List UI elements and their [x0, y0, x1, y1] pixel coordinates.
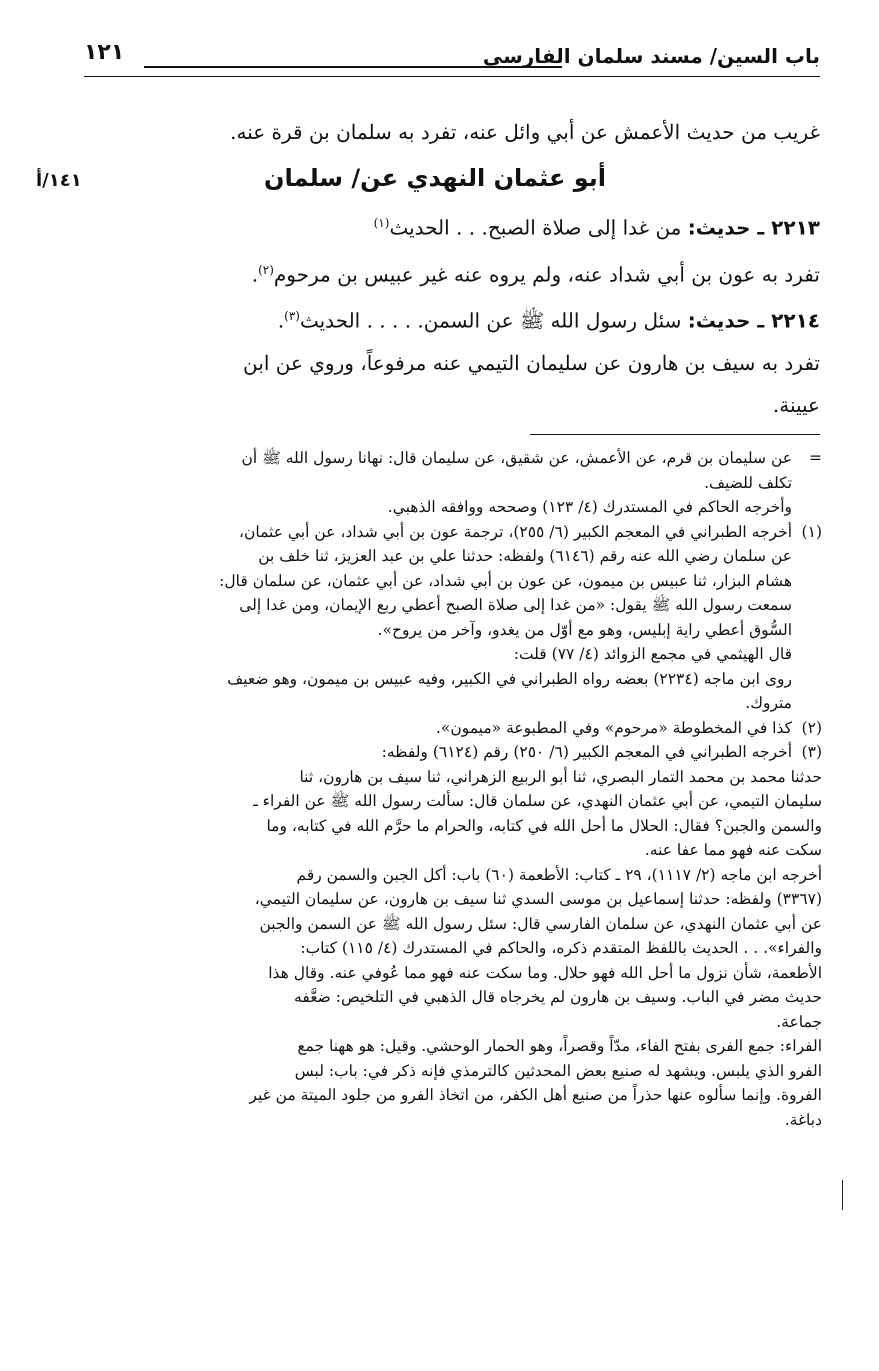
footnote-line: الفرو الذي يلبس. ويشهد له صنيع بعض المحدثين كالترمذي فإنه ذكر في: باب: لبس	[294, 1061, 822, 1080]
footnote-line: روى ابن ماجه (٢٢٣٤) بعضه رواه الطبراني في الكبير، وفيه عبيس بن ميمون، وهو ضعيف	[227, 669, 792, 688]
manuscript-folio-ref: ١٤١/أ	[36, 170, 82, 191]
footnote-line: حدثنا محمد بن محمد التمار البصري، ثنا أبو الربيع الزهراني، ثنا سيف بن هارون، ثنا	[299, 767, 822, 786]
footnote-line: سليمان التيمي، عن أبي عثمان النهدي، عن سلمان قال: سألت رسول الله ﷺ عن الفراء ـ	[253, 792, 822, 810]
footnote-1	[86, 520, 822, 545]
footnote-marker: (٣)	[801, 743, 822, 761]
body-line: غريب من حديث الأعمش عن أبي وائل عنه، تفرد به سلمان بن قرة عنه.	[230, 120, 820, 144]
footnote-marker: (٢)	[801, 718, 822, 737]
footnote-line: عن سلمان رضي الله عنه رقم (٦١٤٦) ولفظه: حدثنا علي بن عبد العزيز، ثنا خلف بن	[258, 547, 792, 565]
hadith-number: ٢٢١٤ ـ حديث:	[687, 308, 820, 333]
footnote-line: والسمن والجبن؟ فقال: الحلال ما أحل الله في كتابه، والحرام ما حرَّم الله في كتابه، وما	[266, 816, 822, 835]
body-line: عيينة.	[772, 392, 820, 417]
body-line: تفرد به عون بن أبي شداد عنه، ولم يروه عنه غير عبيس بن مرحوم$^{(٢)}$.	[251, 262, 820, 287]
footnote-line: قال الهيثمي في مجمع الزوائد (٤/ ٧٧) قلت:	[513, 645, 792, 663]
hadith-text: من غدا إلى صلاة الصبح. . . الحديث	[389, 215, 682, 240]
body-line: تفرد به سيف بن هارون عن سليمان التيمي عنه مرفوعاً، وروي عن ابن	[243, 350, 820, 375]
hadith-number: ٢٢١٣ ـ حديث:	[687, 215, 820, 240]
footnote-line: دباغة.	[784, 1110, 822, 1129]
footnote-ref: (٣)	[284, 309, 300, 324]
footnote-line: أخرجه الطبراني في المعجم الكبير (٦/ ٢٥٠) رقم (٦١٢٤) ولفظه:	[381, 743, 792, 761]
footnote-line: سكت عنه فهو مما عفا عنه.	[644, 841, 822, 859]
footnote-line: عن سليمان بن قرم، عن الأعمش، عن شقيق، عن سليمان قال: نهانا رسول الله ﷺ أن	[241, 449, 792, 467]
footnote-line: السُّوق أعطي راية إبليس، وهو مع أوّل من يغدو، وآخر من يروح».	[377, 620, 792, 639]
footnote-line: والفراء». . . الحديث باللفظ المتقدم ذكره، والحاكم في المستدرك (٤/ ١١٥) كتاب:	[300, 939, 822, 957]
footnote-line: حديث مضر في الباب. وسيف بن هارون لم يخرجاه قال الذهبي في التلخيص: ضعَّفه	[294, 988, 822, 1006]
footnote-line: الفروة. وإنما سألوه عنها حذراً من صنيع أهل الكفر، من اتخاذ الفرو من جلود الميتة من غير	[249, 1086, 822, 1104]
continuation-mark: =	[809, 449, 822, 467]
footnote-line: وأخرجه الحاكم في المستدرك (٤/ ١٢٣) وصححه ووافقه الذهبي.	[387, 498, 792, 516]
footnote-line: الفراء: جمع الفرى بفتح الفاء، مدّاً وقصراً، وهو الحمار الوحشي. وقيل: هو ههنا جمع	[297, 1037, 822, 1055]
footnote-3	[86, 740, 822, 765]
hadith-text: سئل رسول الله ﷺ عن السمن. . . . . الحديث	[299, 308, 682, 333]
footnotes	[86, 446, 822, 1132]
header-bottom-rule	[84, 76, 820, 77]
footnote-2	[86, 716, 822, 741]
footnote-line: متروك.	[745, 694, 792, 712]
header-title: باب السين/ مسند سلمان الفارسي	[482, 44, 820, 68]
footnote-line: هشام البزار، ثنا عبيس بن ميمون، عن عون بن أبي شداد، عن أبي عثمان، عن سلمان قال:	[219, 571, 792, 590]
footnote-line: عن أبي عثمان النهدي، عن سلمان الفارسي قال: سئل رسول الله ﷺ عن السمن والجبن	[259, 914, 822, 933]
footnote-line: أخرجه ابن ماجه (٢/ ١١١٧)، ٢٩ ـ كتاب: الأطعمة (٦٠) باب: أكل الجبن والسمن رقم	[296, 865, 822, 884]
page-number: ١٢١	[84, 40, 125, 65]
running-header	[84, 40, 820, 74]
footnote-line: سمعت رسول الله ﷺ يقول: «من غدا إلى صلاة الصبح أعطي ربع الإيمان، ومن غدا إلى	[239, 596, 792, 614]
footnote-marker: (١)	[801, 522, 822, 541]
footnote-continuation	[86, 446, 822, 471]
body-text: تفرد به عون بن أبي شداد عنه، ولم يروه عنه غير عبيس بن مرحوم	[273, 262, 820, 287]
footnote-ref: (١)	[373, 216, 390, 230]
scan-margin-mark	[842, 1180, 843, 1210]
footnote-separator	[530, 434, 820, 435]
footnote-line: كذا في المخطوطة «مرحوم» وفي المطبوعة «ميمون».	[435, 718, 792, 737]
footnote-line: تكلف للضيف.	[704, 473, 792, 492]
main-text	[90, 110, 820, 426]
footnote-line: أخرجه الطبراني في المعجم الكبير (٦/ ٢٥٥)، ترجمة عون بن أبي شداد، عن أبي عثمان،	[238, 522, 792, 541]
header-rule	[144, 66, 562, 68]
footnote-line: الأطعمة، شأن نزول ما أحل الله فهو حلال. وما سكت عنه فهو مما عُوفي عنه. وقال هذا	[268, 963, 822, 982]
hadith-2214: ٢٢١٤ ـ حديث: سئل رسول الله ﷺ عن السمن. . . . . الحديث$^{(٣)}$.	[277, 308, 820, 333]
footnote-line: جماعة.	[776, 1012, 822, 1031]
footnote-ref: (٢)	[258, 262, 274, 277]
hadith-2213	[90, 202, 820, 249]
section-heading: أبو عثمان النهدي عن/ سلمان	[264, 164, 606, 192]
footnote-line: (٣٣٦٧) ولفظه: حدثنا إسماعيل بن موسى السدي ثنا سيف بن هارون، عن سليمان التيمي،	[254, 890, 822, 908]
